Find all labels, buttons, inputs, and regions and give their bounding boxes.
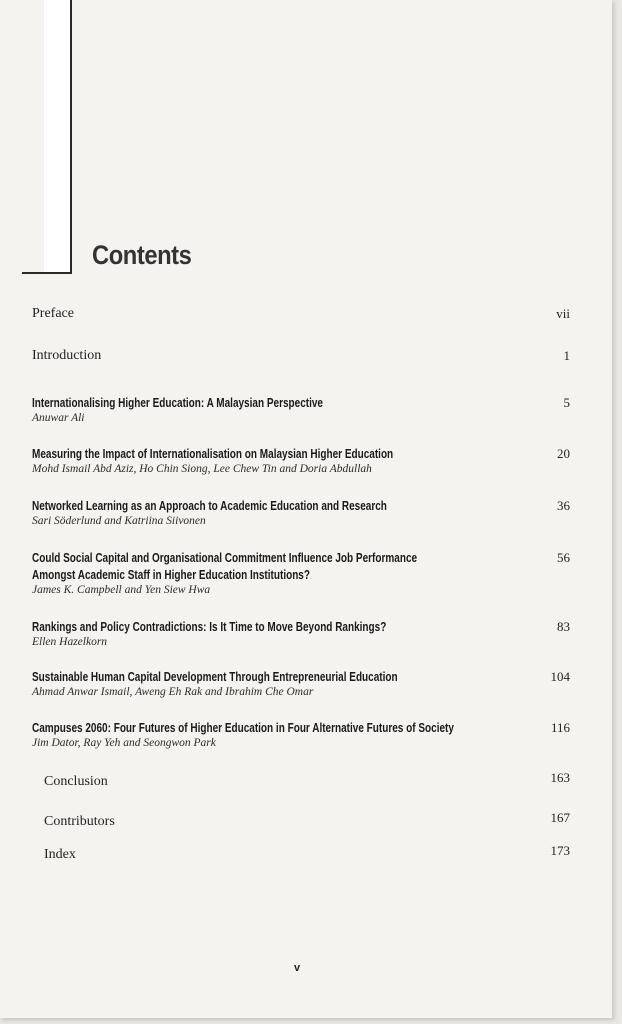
toc-chapter-title: Measuring the Impact of Internationalisation on Malaysian Higher Education bbox=[32, 447, 394, 461]
toc-page-number: 83 bbox=[557, 619, 570, 634]
toc-chapter-authors: Mohd Ismail Abd Aziz, Ho Chin Siong, Lee Chew Tin and Doria Abdullah bbox=[32, 463, 372, 475]
toc-entry-chapter bbox=[32, 669, 570, 698]
toc-entry-conclusion bbox=[44, 770, 570, 790]
toc-chapter-title: Campuses 2060: Four Futures of Higher Education in Four Alternative Futures of Society bbox=[32, 721, 454, 735]
toc-entry-chapter bbox=[32, 550, 570, 596]
header-decoration bbox=[22, 0, 72, 274]
toc-page-number: vii bbox=[556, 306, 570, 321]
toc-entry-label: Conclusion bbox=[44, 774, 108, 789]
toc-chapter-title: Rankings and Policy Contradictions: Is It Time to Move Beyond Rankings? bbox=[32, 620, 387, 634]
toc-entry-chapter bbox=[32, 619, 570, 648]
toc-page-number: 1 bbox=[563, 348, 570, 363]
toc-page-number: 167 bbox=[550, 810, 570, 825]
toc-chapter-authors: Sari Söderlund and Katriina Siivonen bbox=[32, 515, 206, 527]
toc-page-number: 163 bbox=[550, 770, 570, 785]
toc-chapter-title: Internationalising Higher Education: A Malaysian Perspective bbox=[32, 396, 323, 410]
toc-page-number: 36 bbox=[557, 498, 570, 513]
toc-page-number: 104 bbox=[550, 669, 570, 684]
page-title: Contents bbox=[92, 240, 192, 270]
toc-page-number: 56 bbox=[557, 550, 570, 565]
toc-entry-label: Contributors bbox=[44, 814, 115, 829]
toc-chapter-authors: Jim Dator, Ray Yeh and Seongwon Park bbox=[32, 737, 216, 749]
toc-chapter-authors: James K. Campbell and Yen Siew Hwa bbox=[32, 584, 211, 596]
toc-page-number: 116 bbox=[550, 720, 570, 735]
toc-entry-preface bbox=[32, 306, 570, 322]
toc-entry-label: Preface bbox=[32, 306, 74, 321]
toc-chapter-title: Could Social Capital and Organisational Commitment Influence Job Performance bbox=[32, 551, 418, 565]
toc-chapter-authors: Ellen Hazelkorn bbox=[32, 636, 108, 648]
toc-entry-index bbox=[44, 843, 570, 863]
toc-entry-label: Introduction bbox=[32, 348, 102, 363]
toc-chapter-authors: Anuwar Ali bbox=[32, 412, 85, 424]
toc-chapter-title-continued: Amongst Academic Staff in Higher Education Institutions? bbox=[32, 568, 310, 582]
toc-entry-introduction bbox=[32, 348, 570, 364]
toc-page-number: 173 bbox=[550, 843, 570, 858]
toc-page-number: 20 bbox=[557, 446, 570, 461]
toc-entry-label: Index bbox=[44, 847, 76, 862]
toc-chapter-title: Networked Learning as an Approach to Academic Education and Research bbox=[32, 499, 387, 513]
page-folio: v bbox=[294, 962, 301, 974]
toc-entry-chapter bbox=[32, 446, 570, 475]
toc-entry-chapter bbox=[32, 498, 570, 527]
toc-chapter-authors: Ahmad Anwar Ismail, Aweng Eh Rak and Ibrahim Che Omar bbox=[32, 686, 314, 698]
toc-chapter-title: Sustainable Human Capital Development Through Entrepreneurial Education bbox=[32, 670, 398, 684]
toc-entry-contributors bbox=[44, 810, 570, 830]
toc-entry-chapter bbox=[32, 720, 570, 749]
toc-page-number: 5 bbox=[563, 395, 570, 410]
toc-entry-chapter bbox=[32, 395, 570, 424]
